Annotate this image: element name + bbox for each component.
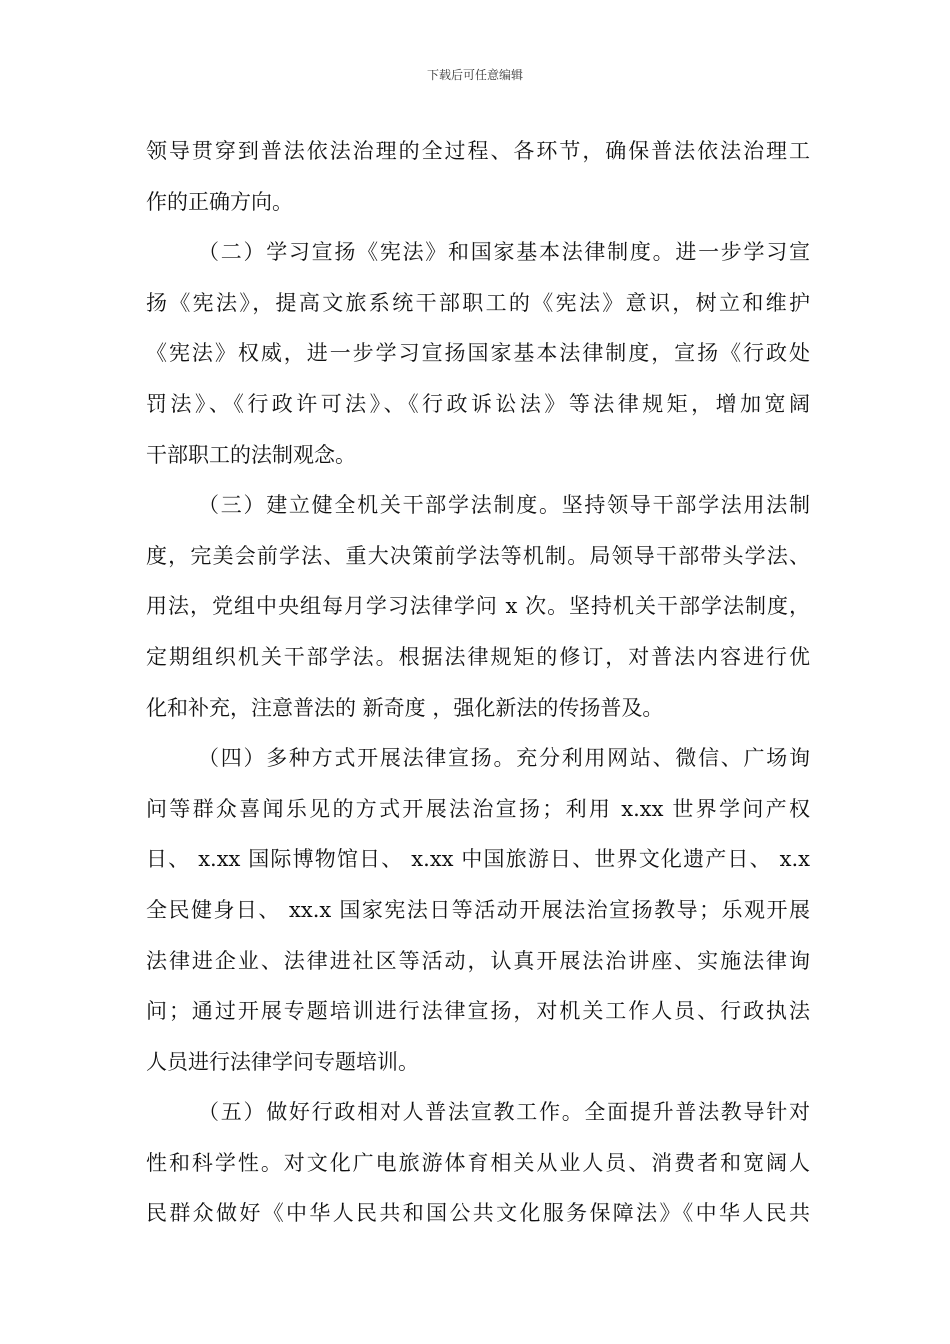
- text-line: 干部职工的法制观念。: [146, 442, 356, 467]
- text-line: 扬《宪法》，提高文旅系统干部职工的《宪法》意识，树立和维护: [146, 290, 810, 315]
- text-line: 用法，党组中央组每月学习法律学问 x 次。坚持机关干部学法制度，: [146, 594, 810, 619]
- text-line: 《宪法》权威，进一步学习宣扬国家基本法律制度，宣扬《行政处: [146, 341, 810, 366]
- text-line: 全民健身日、 xx.x 国家宪法日等活动开展法治宣扬教导；乐观开展: [146, 897, 810, 922]
- paragraph-start-line: （二）学习宣扬《宪法》和国家基本法律制度。进一步学习宣: [198, 240, 810, 265]
- text-line: 问等群众喜闻乐见的方式开展法治宣扬；利用 x.xx 世界学问产权: [146, 796, 810, 821]
- text-line: 民群众做好《中华人民共和国公共文化服务保障法》《中华人民共: [146, 1201, 810, 1226]
- text-line: 日、 x.xx 国际博物馆日、 x.xx 中国旅游日、世界文化遗产日、 x.x: [146, 847, 810, 872]
- text-line: 法律进企业、法律进社区等活动，认真开展法治讲座、实施法律询: [146, 948, 810, 973]
- text-line: 罚法》、《行政许可法》、《行政诉讼法》等法律规矩，增加宽阔: [146, 391, 810, 416]
- page-header: 下载后可任意编辑: [426, 68, 523, 82]
- text-line: 定期组织机关干部学法。根据法律规矩的修订，对普法内容进行优: [146, 644, 810, 669]
- paragraph-start-line: （五）做好行政相对人普法宣教工作。全面提升普法教导针对: [198, 1100, 810, 1125]
- paragraph-start-line: （四）多种方式开展法律宣扬。充分利用网站、微信、广场询: [198, 746, 810, 771]
- paragraph-start-line: （三）建立健全机关干部学法制度。坚持领导干部学法用法制: [198, 493, 810, 518]
- text-line: 度，完美会前学法、重大决策前学法等机制。局领导干部带头学法、: [146, 543, 810, 568]
- text-line: 作的正确方向。: [146, 189, 293, 214]
- text-line: 人员进行法律学问专题培训。: [146, 1049, 419, 1074]
- text-line: 性和科学性。对文化广电旅游体育相关从业人员、消费者和宽阔人: [146, 1150, 810, 1175]
- text-line: 化和补充，注意普法的 新奇度 ，强化新法的传扬普及。: [146, 695, 664, 720]
- document-body: [146, 126, 810, 1239]
- text-line: 问；通过开展专题培训进行法律宣扬，对机关工作人员、行政执法: [146, 999, 810, 1024]
- text-line: 领导贯穿到普法依法治理的全过程、各环节，确保普法依法治理工: [146, 139, 810, 163]
